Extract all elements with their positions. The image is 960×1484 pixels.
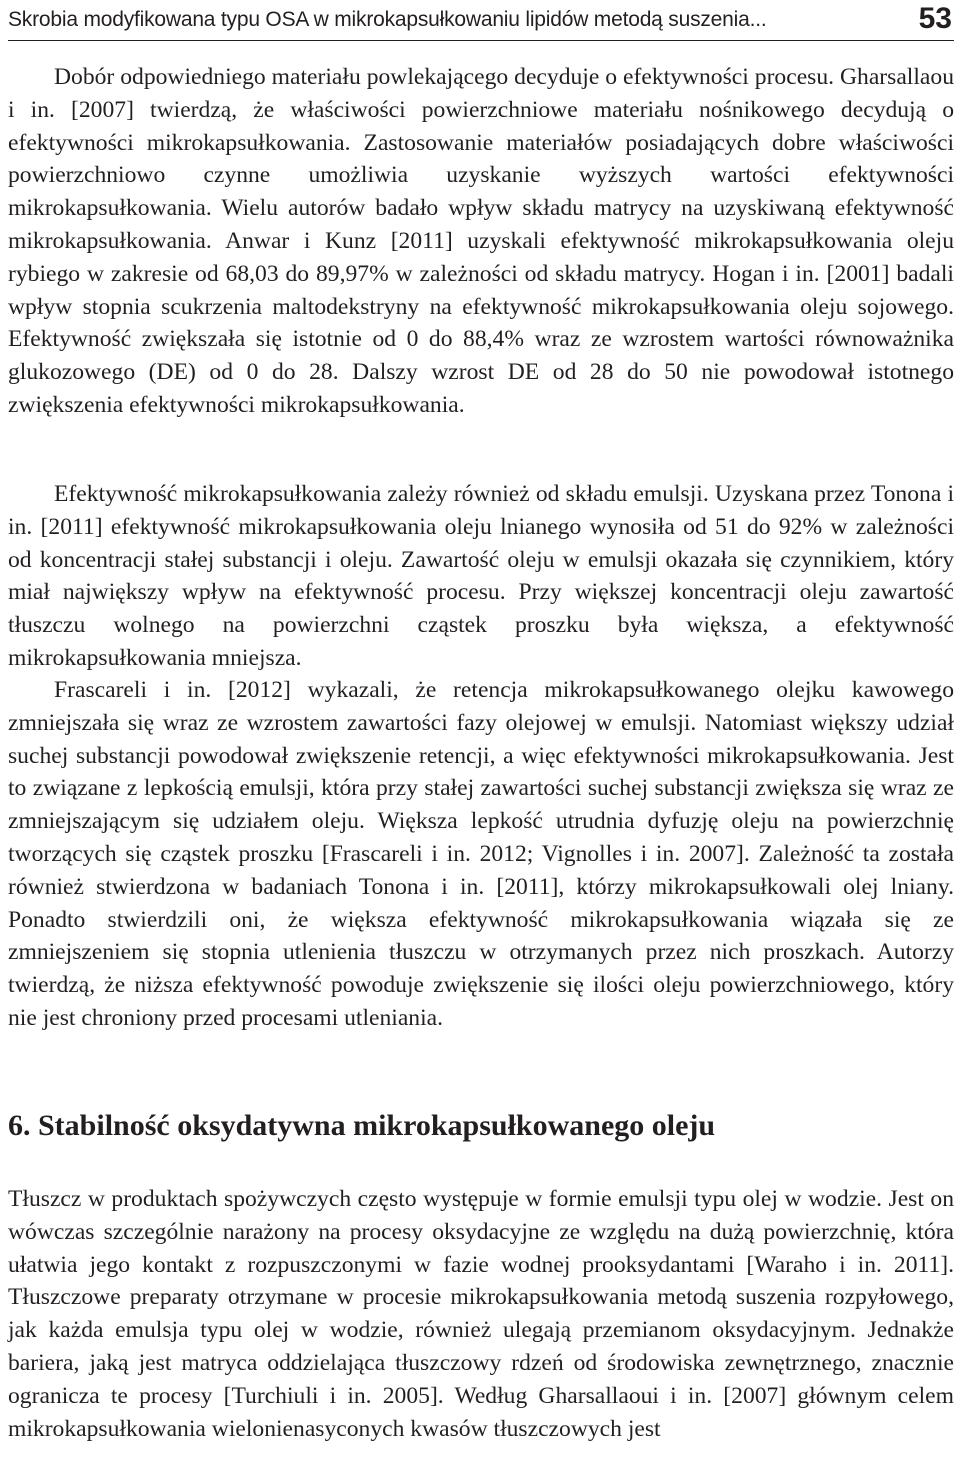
running-header (8, 2, 954, 41)
paragraph-emulsion-composition: Efektywność mikrokapsułkowania zależy również od składu emulsji. Uzyskana przez Tonona i in. [2011] efektywność mikrokapsułkowania oleju lnianego wynosiła od 51 do 92% w zależności od koncentracji stałej substancji i oleju. Zawartość oleju w emulsji okazała się czynnikiem, który miał największy wpływ na efektywność procesu. Przy większej koncentracji oleju zawartość tłuszczu wolnego na powierzchni cząstek proszku była większa, a efektywność mikrokapsułkowania mniejsza. (8, 481, 954, 671)
running-title: Skrobia modyfikowana typu OSA w mikrokapsułkowaniu lipidów metodą suszenia... (8, 8, 767, 31)
paragraph-retention: Frascareli i in. [2012] wykazali, że retencja mikrokapsułkowanego olejku kawowego zmniejszała się wraz ze wzrostem zawartości fazy olejowej w emulsji. Natomiast większy udział suchej substancji powodował zwiększenie retencji, a więc efektywności mikrokapsułkowania. Jest to związane z lepkością emulsji, która przy stałej zawartości suchej substancji zwiększa się wraz ze zmniejszającym się udziałem oleju. Większa lepkość utrudnia dyfuzję oleju na powierzchnię tworzących się cząstek proszku [Frascareli i in. 2012; Vignolles i in. 2007]. Zależność ta została również stwierdzona w badaniach Tonona i in. [2011], którzy mikrokapsułkowali olej lniany. Ponadto stwierdzili oni, że większa efektywność mikrokapsułkowania wiązała się ze zmniejszeniem się stopnia utlenienia tłuszczu w otrzymanych przez nich proszkach. Autorzy twierdzą, że niższa efektywność powoduje zwiększenie się ilości oleju powierzchniowego, który nie jest chroniony przed procesami utleniania. (8, 677, 954, 1031)
page-number: 53 (918, 2, 952, 35)
paragraph-coating-material: Dobór odpowiedniego materiału powlekającego decyduje o efektywności procesu. Gharsallaou i in. [2007] twierdzą, że właściwości powierzchniowe materiału nośnikowego decydują o efektywności mikrokapsułkowania. Zastosowanie materiałów posiadających dobre właściwości powierzchniowo czynne umożliwia uzyskanie wyższych wartości efektywności mikrokapsułkowania. Wielu autorów badało wpływ składu matrycy na uzyskiwaną efektywność mikrokapsułkowania. Anwar i Kunz [2011] uzyskali efektywność mikrokapsułkowania oleju rybiego w zakresie od 68,03 do 89,97% w zależności od składu matrycy. Hogan i in. [2001] badali wpływ stopnia scukrzenia maltodekstryny na efektywność mikrokapsułkowania oleju sojowego. Efektywność zwiększała się istotnie od 0 do 88,4% wraz ze wzrostem wartości równoważnika glukozowego (DE) od 0 do 28. Dalszy wzrost DE od 28 do 50 nie powodował istotnego zwiększenia efektywności mikrokapsułkowania. (8, 64, 954, 418)
section-heading: 6. Stabilność oksydatywna mikrokapsułkowanego oleju (8, 1109, 716, 1142)
paragraph-oxidative-stability: Tłuszcz w produktach spożywczych często występuje w formie emulsji typu olej w wodzie. Jest on wówczas szczególnie narażony na procesy oksydacyjne ze względu na dużą powierzchnię, która ułatwia jego kontakt z rozpuszczonymi w fazie wodnej prooksydantami [Waraho i in. 2011]. Tłuszczowe preparaty otrzymane w procesie mikrokapsułkowania metodą suszenia rozpyłowego, jak każda emulsja typu olej w wodzie, również ulegają przemianom oksydacyjnym. Jednakże bariera, jaką jest matryca oddzielająca tłuszczowy rdzeń od środowiska zewnętrznego, znacznie ogranicza te procesy [Turchiuli i in. 2005]. Według Gharsallaoui i in. [2007] głównym celem mikrokapsułkowania wielonienasyconych kwasów tłuszczowych jest (8, 1186, 954, 1442)
